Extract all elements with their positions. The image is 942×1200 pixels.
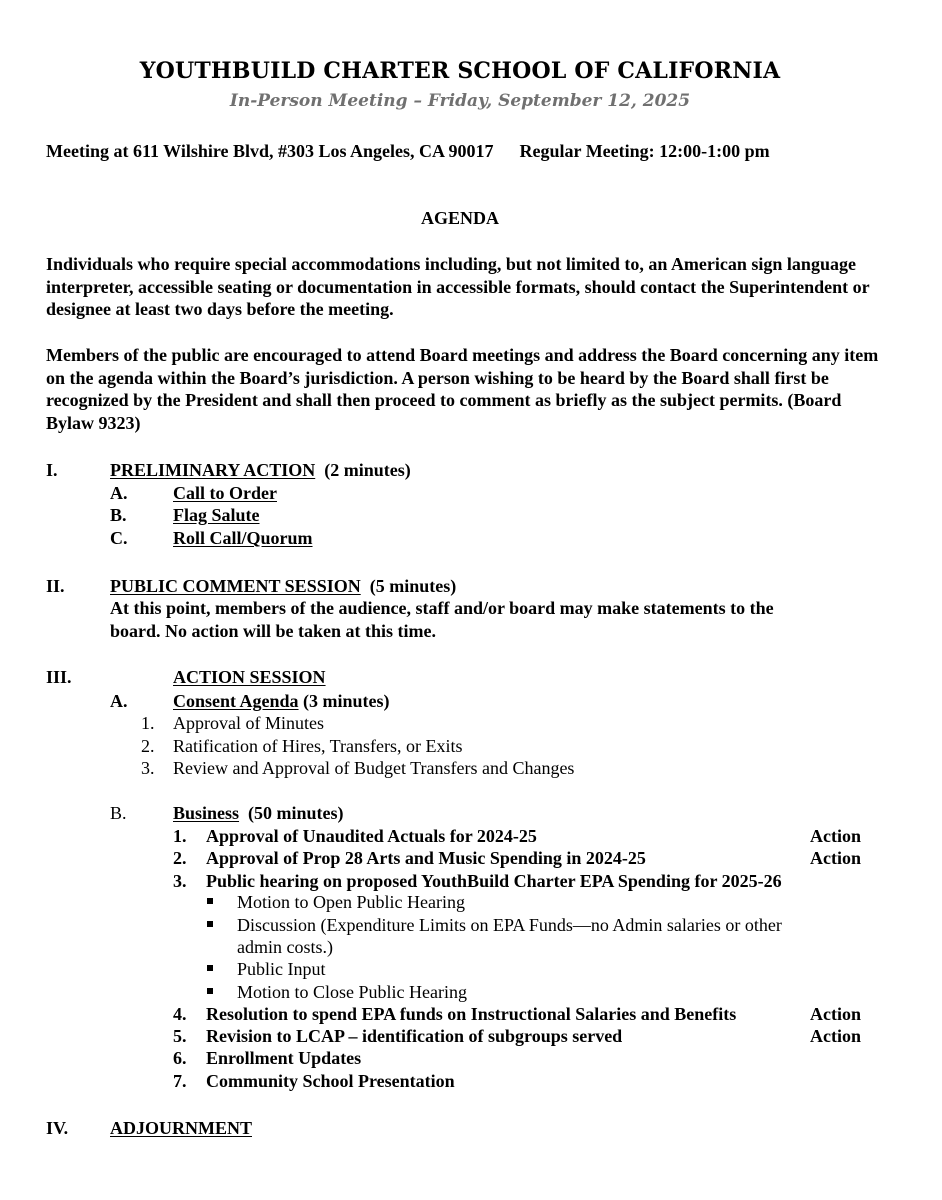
item-number: 1. [141,713,155,733]
public-comment-text: At this point, members of the audience, staff and/or board may make statements to the [110,598,774,618]
hearing-subitem: Motion to Close Public Hearing [237,982,467,1002]
subsection-title: Consent Agenda [173,691,299,711]
item-number: 4. [173,1004,187,1024]
public-notice: Members of the public are encouraged to attend Board meetings and address the Board concerning any item on the agenda within the Board’s jurisdiction. A person wishing to be heard by the Board shall first be recognized by the President and shall then proceed to comment as briefly as the subject permits. (Board Bylaw 9323) [46,345,879,433]
bullet-icon [207,965,213,971]
hearing-subitem: Public Input [237,959,326,979]
bullet-icon [207,921,213,927]
consent-agenda-heading [173,690,390,712]
action-tag: Action [810,1026,861,1046]
bullet-icon [207,898,213,904]
item-number: 1. [173,826,187,846]
business-item: Approval of Unaudited Actuals for 2024-25 [206,826,537,846]
section-heading-adjournment: ADJOURNMENT [110,1118,252,1138]
action-tag: Action [810,1004,861,1024]
public-comment-text: board. No action will be taken at this time. [110,621,436,641]
regular-meeting-time: Regular Meeting: 12:00-1:00 pm [519,141,770,161]
school-title: YOUTHBUILD CHARTER SCHOOL OF CALIFORNIA [139,58,781,84]
meeting-location: Meeting at 611 Wilshire Blvd, #303 Los Angeles, CA 90017 [46,141,494,161]
item-number: 2. [173,848,187,868]
bullet-icon [207,988,213,994]
item-letter: B. [110,505,127,525]
item-number: 3. [173,871,187,891]
section-numeral: IV. [46,1118,69,1138]
meeting-location-line [46,140,770,162]
section-numeral: III. [46,667,72,687]
agenda-item-roll-call: Roll Call/Quorum [173,528,313,548]
item-letter: A. [110,483,128,503]
item-number: 6. [173,1048,187,1068]
business-item: Resolution to spend EPA funds on Instructional Salaries and Benefits [206,1004,737,1024]
section-heading-action: ACTION SESSION [173,667,326,687]
hearing-subitem: Discussion (Expenditure Limits on EPA Funds—no Admin salaries or other [237,915,782,935]
section-numeral: II. [46,576,65,596]
section-heading-public-comment [110,575,456,597]
business-item: Community School Presentation [206,1071,455,1091]
agenda-item-flag-salute: Flag Salute [173,505,260,525]
section-duration: (2 minutes) [324,460,411,480]
meeting-subtitle: In-Person Meeting – Friday, September 12, 2025 [229,91,691,111]
item-number: 3. [141,758,155,778]
item-number: 2. [141,736,155,756]
agenda-heading: AGENDA [420,208,499,228]
agenda-item-call-to-order: Call to Order [173,483,277,503]
subsection-title: Business [173,803,240,823]
consent-item: Ratification of Hires, Transfers, or Exits [173,736,463,756]
section-title: PRELIMINARY ACTION [110,460,316,480]
section-numeral: I. [46,460,58,480]
item-letter: B. [110,803,127,823]
section-duration: (5 minutes) [369,576,457,596]
business-item: Revision to LCAP – identification of subgroups served [206,1026,623,1046]
accommodations-notice: Individuals who require special accommodations including, but not limited to, an American sign language interpreter, accessible seating or documentation in accessible formats, should contact the Superintendent or designee at least two days before the meeting. [46,254,870,320]
action-tag: Action [810,826,861,846]
action-tag: Action [810,848,861,868]
hearing-subitem-continued: admin costs.) [237,937,333,957]
item-letter: A. [110,691,128,711]
section-heading-preliminary [110,459,411,481]
item-number: 5. [173,1026,187,1046]
section-title: PUBLIC COMMENT SESSION [110,576,361,596]
subsection-duration: (3 minutes) [303,691,390,711]
business-item: Enrollment Updates [206,1048,362,1068]
item-number: 7. [173,1071,187,1091]
hearing-subitem: Motion to Open Public Hearing [237,892,465,912]
business-heading [173,802,344,824]
business-item: Public hearing on proposed YouthBuild Charter EPA Spending for 2025-26 [206,871,782,891]
consent-item: Approval of Minutes [173,713,324,733]
item-letter: C. [110,528,128,548]
consent-item: Review and Approval of Budget Transfers and Changes [173,758,575,778]
business-item: Approval of Prop 28 Arts and Music Spending in 2024-25 [206,848,646,868]
subsection-duration: (50 minutes) [248,803,344,823]
